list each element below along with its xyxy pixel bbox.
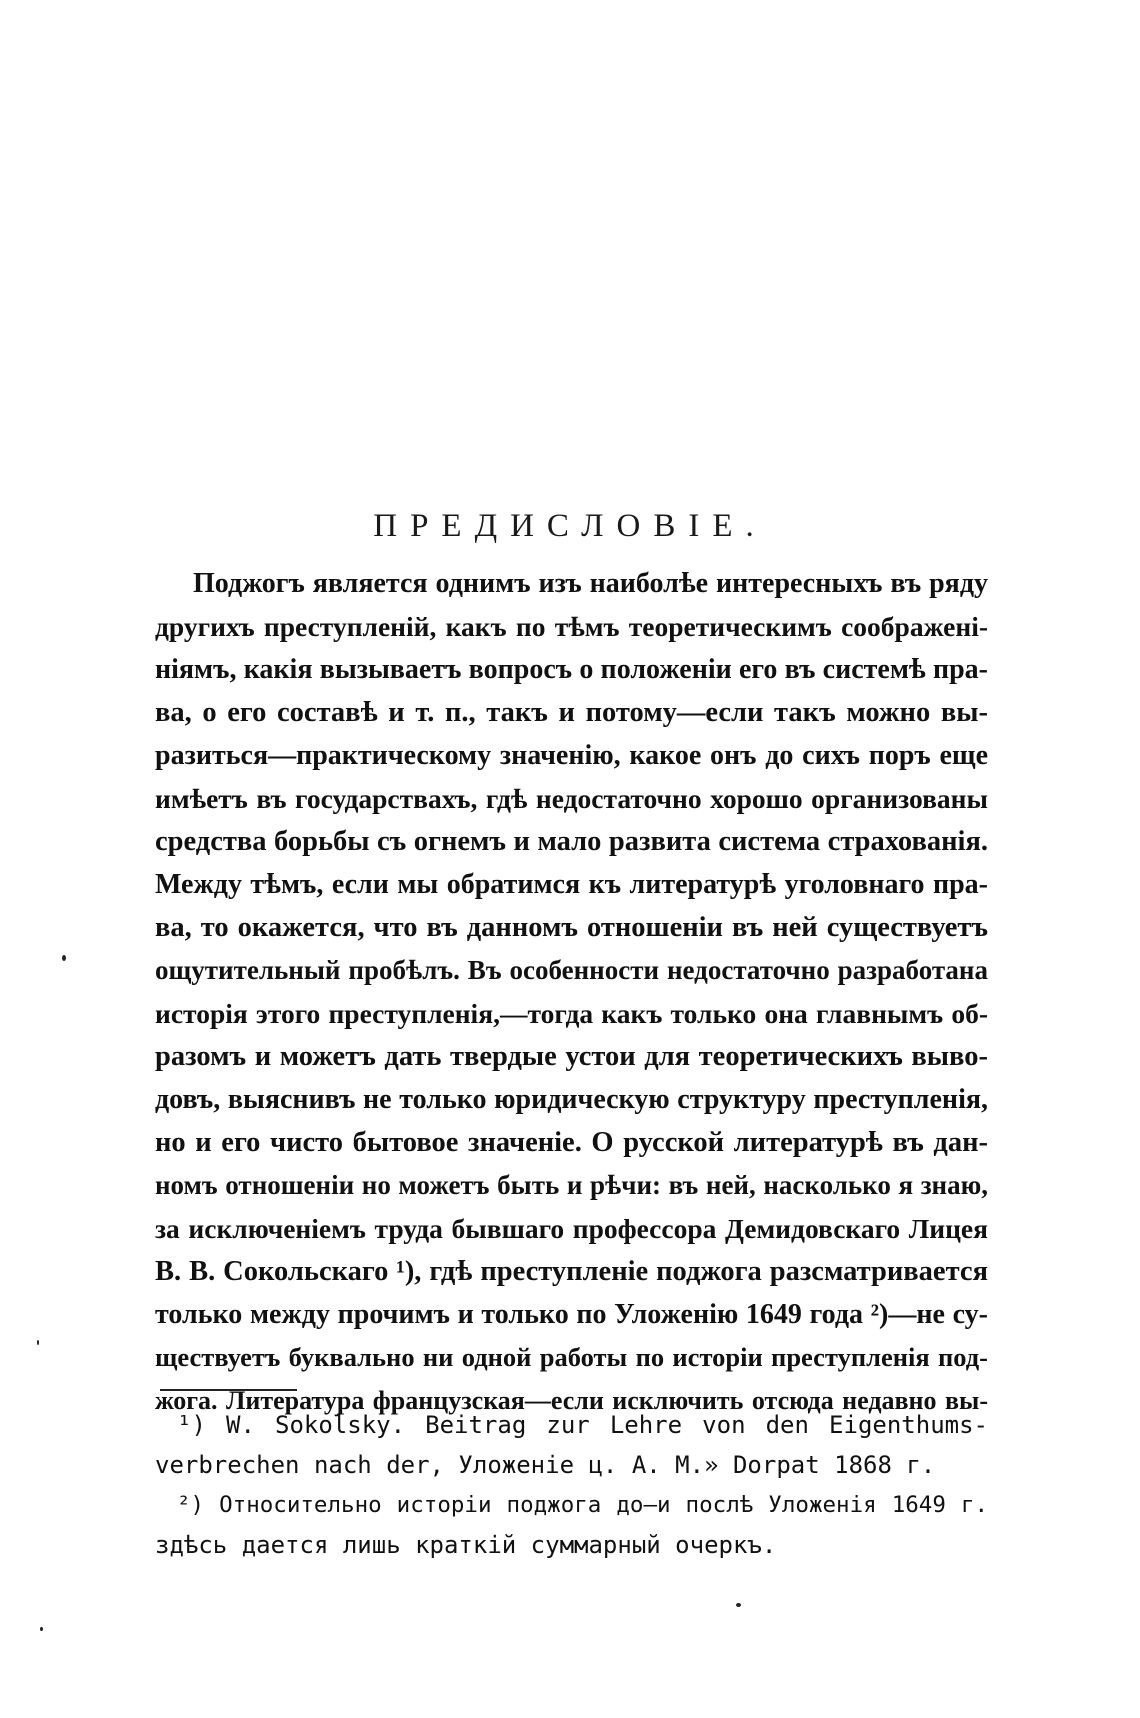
paragraph-line: ществуетъ буквально ни одной работы по исторіи преступленія под- bbox=[155, 1342, 988, 1372]
paragraph-line: исторія этого преступленія,—тогда какъ только она главнымъ об- bbox=[155, 998, 988, 1029]
footnote-1-line: ¹) W. Sokolsky. Beitrag zur Lehre von den Eigenthums- bbox=[177, 1411, 988, 1439]
paragraph-line: ва, о его составѣ и т. п., такъ и потому—если такъ можно вы- bbox=[155, 697, 988, 728]
ink-speck bbox=[37, 1340, 39, 1345]
paragraph-line: но и его чисто бытовое значеніе. О русской литературѣ въ дан- bbox=[155, 1127, 988, 1158]
ink-speck bbox=[62, 955, 66, 961]
paragraph-line: ощутительный пробѣлъ. Въ особенности недостаточно разработана bbox=[155, 955, 988, 985]
paragraph-line: только между прочимъ и только по Уложенію 1649 года ²)—не су- bbox=[155, 1299, 988, 1330]
paragraph-line: довъ, выяснивъ не только юридическую структуру преступленія, bbox=[155, 1084, 988, 1115]
paragraph-line: Между тѣмъ, если мы обратимся къ литературѣ уголовнаго пра- bbox=[155, 869, 988, 900]
footnote-2-line: здѣсь дается лишь краткій суммарный очеркъ. bbox=[155, 1531, 777, 1559]
paragraph-line: ніямъ, какія вызываетъ вопросъ о положеніи его въ системѣ пра- bbox=[155, 654, 988, 685]
paragraph-line: ва, то окажется, что въ данномъ отношеніи въ ней существуетъ bbox=[155, 912, 988, 943]
footnote-divider bbox=[160, 1389, 297, 1391]
paragraph-line: Поджогъ является однимъ изъ наиболѣе интересныхъ въ ряду bbox=[193, 568, 988, 599]
ink-speck bbox=[40, 1627, 43, 1631]
paragraph-line: номъ отношеніи но можетъ быть и рѣчи: въ ней, насколько я знаю, bbox=[155, 1170, 988, 1200]
ink-speck bbox=[736, 1603, 741, 1607]
paragraph-line: В. В. Сокольскаго ¹), гдѣ преступленіе поджога разсматривается bbox=[155, 1256, 988, 1287]
paragraph-line: разомъ и можетъ дать твердые устои для теоретическихъ выво- bbox=[155, 1041, 988, 1072]
paragraph-line: жога. Литература французская—если исключить отсюда недавно вы- bbox=[155, 1386, 988, 1415]
paragraph-line: другихъ преступленій, какъ по тѣмъ теоретическимъ соображені- bbox=[155, 611, 988, 642]
footnotes bbox=[155, 1405, 988, 1565]
footnote-2-line: ²) Относительно исторіи поджога до—и послѣ Уложенія 1649 г. bbox=[177, 1492, 988, 1518]
footnote-1-line: verbrechen nach der, Уложеніе ц. А. М.» Dorpat 1868 г. bbox=[155, 1451, 936, 1479]
page-title: ПРЕДИСЛОВІЕ. bbox=[373, 508, 767, 545]
paragraph-line: за исключеніемъ труда бывшаго профессора Демидовскаго Лицея bbox=[155, 1213, 988, 1244]
paragraph-line: имѣетъ въ государствахъ, гдѣ недостаточно хорошо организованы bbox=[155, 783, 988, 814]
paragraph-line: разиться—практическому значенію, какое онъ до сихъ поръ еще bbox=[155, 740, 988, 771]
paragraph-line: средства борьбы съ огнемъ и мало развита система страхованія. bbox=[155, 826, 988, 857]
body-paragraph bbox=[155, 562, 988, 1422]
